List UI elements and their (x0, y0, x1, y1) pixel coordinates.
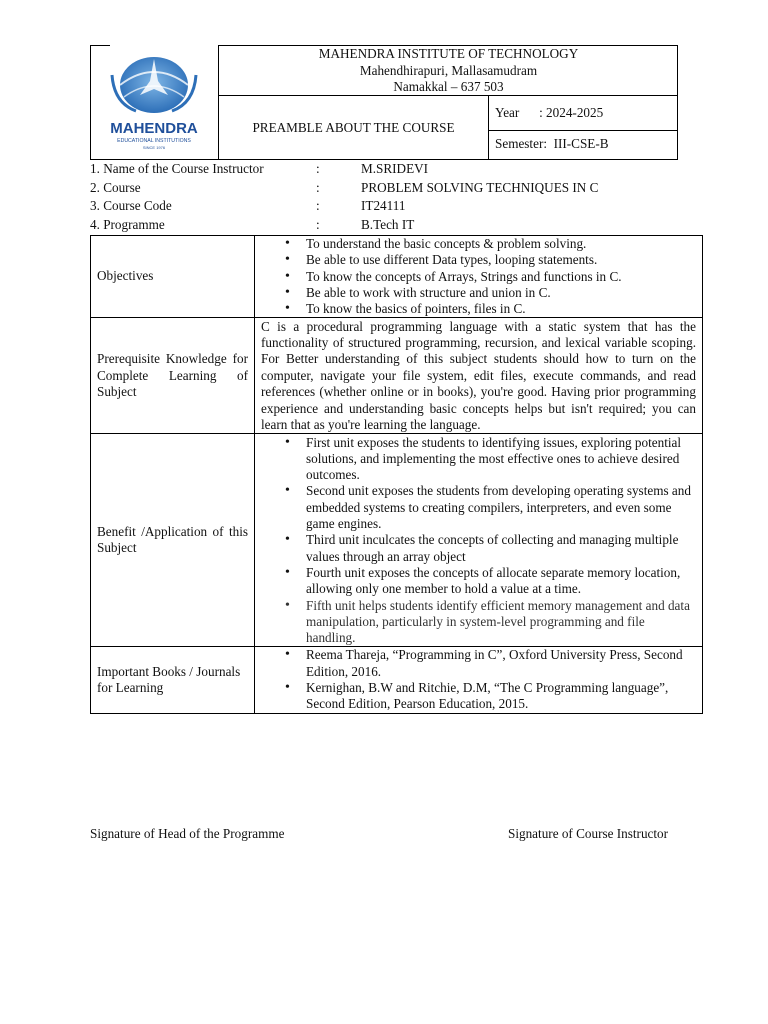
academic-year: Year : 2024-2025 (495, 105, 604, 120)
list-item: • Kernighan, B.W and Ritchie, D.M, “The C Programming language”, Second Edition, Pearson Education, 2015. (306, 680, 696, 713)
signature-course-instructor: Signature of Course Instructor (508, 826, 669, 841)
list-item: • To know the concepts of Arrays, Strings and functions in C. (306, 269, 696, 285)
list-item: • To understand the basic concepts & problem solving. (306, 236, 696, 252)
prerequisite-text: C is a procedural programming language with a static system that has the functionality of structured programming, recursion, and lexical variable scoping. For Better understanding of this subject students should how to turn on the computer, navigate your file system, edit files, execute commands, and read references (whether online or in books), you're good. Having prior programming experience and understanding basic concepts helps but isn't required; you can learn that as you're learning the language. (261, 318, 696, 432)
list-item: • Fourth unit exposes the concepts of allocate separate memory location, allowing only one member to hold a value at a time. (306, 565, 692, 598)
benefit-list (261, 435, 696, 647)
course-details-table (90, 235, 703, 714)
course-info (90, 160, 690, 234)
info-row-programme: 4. Programme : B.Tech IT (90, 216, 415, 232)
institution-logo (90, 45, 218, 160)
list-item: • Be able to work with structure and union in C. (306, 285, 696, 301)
mahendra-logo-icon (90, 45, 218, 160)
prerequisite-row (91, 318, 703, 434)
signature-head-programme: Signature of Head of the Programme (90, 826, 285, 841)
institute-name: MAHENDRA INSTITUTE OF TECHNOLOGY (318, 46, 579, 61)
books-row (91, 647, 703, 713)
institute-locality: Mahendhirapuri, Mallasamudram (359, 62, 538, 78)
prerequisite-label: Prerequisite Knowledge for Complete Learning of Subject (97, 351, 248, 400)
list-item: • Second unit exposes the students from developing operating systems and embedded systems to creating compilers, interpreters, and even some game engines. (306, 483, 692, 532)
institute-address (219, 45, 678, 96)
svg-text:EDUCATIONAL INSTITUTIONS: EDUCATIONAL INSTITUTIONS (117, 138, 191, 144)
objectives-list (261, 236, 696, 317)
svg-text:MAHENDRA: MAHENDRA (110, 120, 198, 137)
info-row-instructor: 1. Name of the Course Instructor : M.SRIDEVI (90, 161, 429, 176)
list-item: • Reema Thareja, “Programming in C”, Oxford University Press, Second Edition, 2016. (306, 647, 696, 680)
objectives-label: Objectives (91, 236, 255, 318)
info-row-code: 3. Course Code : IT24111 (90, 198, 406, 213)
objectives-row (91, 236, 703, 318)
svg-text:SINCE 1976: SINCE 1976 (142, 145, 166, 150)
list-item: • First unit exposes the students to identifying issues, exploring potential solutions, and implementing the most effective ones to achieve desired outcomes. (306, 435, 692, 484)
list-item: • Third unit inculcates the concepts of collecting and managing multiple values through an array object (306, 532, 692, 565)
list-item: • Be able to use different Data types, looping statements. (306, 252, 696, 268)
info-row-course: 2. Course : PROBLEM SOLVING TECHNIQUES IN C (90, 179, 599, 195)
document-header (90, 45, 678, 160)
institute-city: Namakkal – 637 503 (393, 79, 504, 94)
semester: Semester: III-CSE-B (495, 136, 609, 151)
list-item: • Fifth unit helps students identify efficient memory management and data manipulation, particularly in system-level programming and file handling. (306, 598, 692, 647)
books-list (261, 647, 696, 712)
document-title: PREAMBLE ABOUT THE COURSE (252, 120, 455, 135)
books-label: Important Books / Journals for Learning (91, 647, 255, 713)
list-item: • To know the basics of pointers, files in C. (306, 301, 696, 317)
benefit-row (91, 434, 703, 647)
benefit-label: Benefit /Application of this Subject (97, 523, 248, 556)
